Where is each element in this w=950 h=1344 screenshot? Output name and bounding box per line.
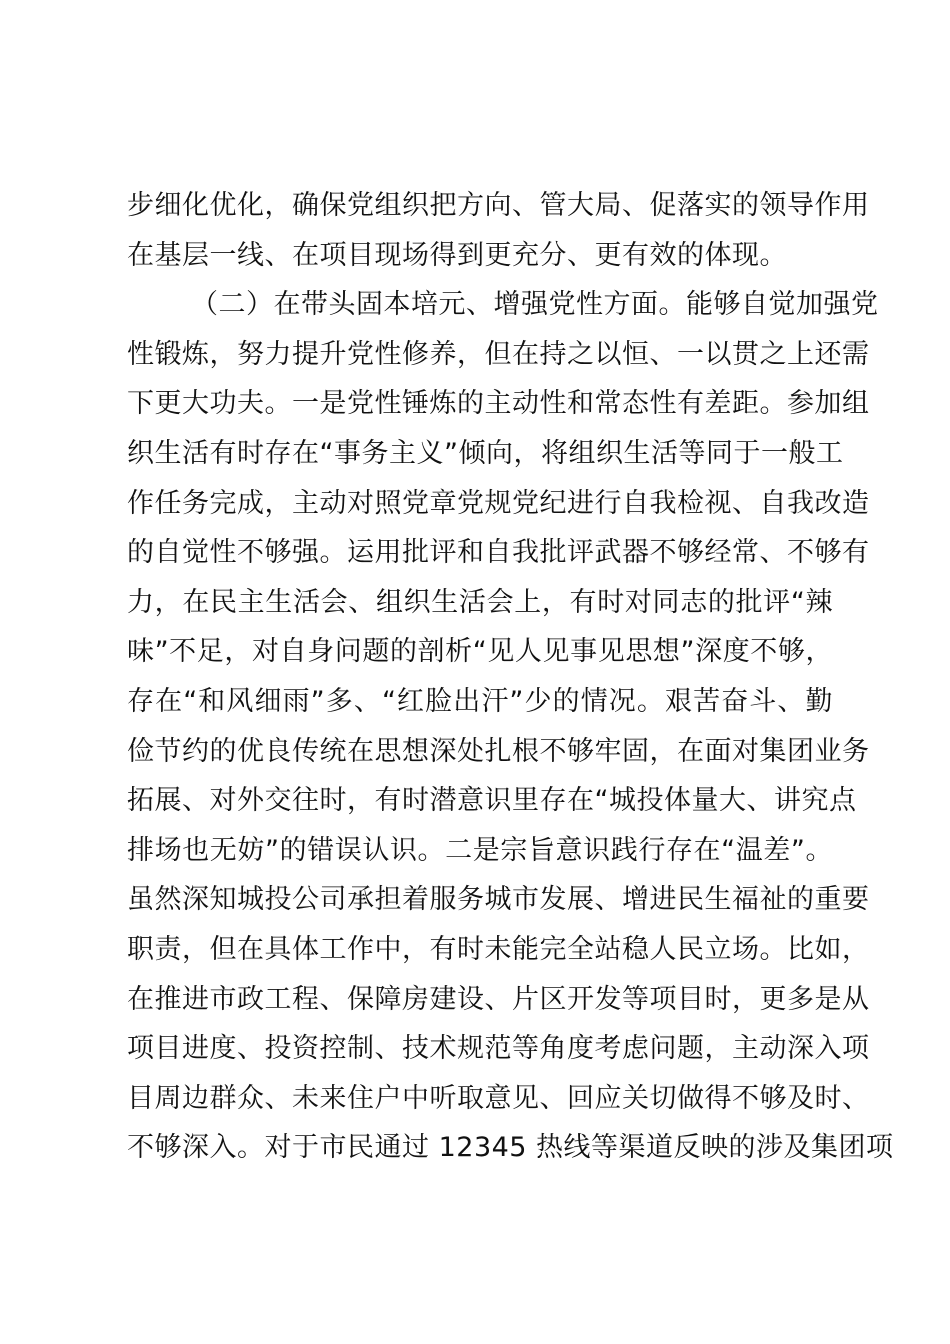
paragraph-continuation [127,186,870,285]
text-line: 作任务完成，主动对照党章党规党纪进行自我检视、自我改造 [127,487,870,519]
text-line: 在基层一线、在项目现场得到更充分、更有效的体现。 [127,239,787,271]
body-text [127,186,894,1178]
text-line: 拓展、对外交往时，有时潜意识里存在“城投体量大、讲究点 [127,785,857,817]
text-line: 职责，但在具体工作中，有时未能完全站稳人民立场。比如， [127,933,870,965]
text-line: 排场也无妨”的错误认识。二是宗旨意识践行存在“温差”。 [127,834,833,866]
text-line: 味”不足，对自身问题的剖析“见人见事见思想”深度不够， [127,636,833,668]
text-line: 目周边群众、未来住户中听取意见、回应关切做得不够及时、 [127,1082,870,1114]
text-line: 性锻炼，努力提升党性修养，但在持之以恒、一以贯之上还需 [127,338,870,370]
text-line: 存在“和风细雨”多、“红脸出汗”少的情况。艰苦奋斗、勤 [127,685,833,717]
text-line: 下更大功夫。一是党性锤炼的主动性和常态性有差距。参加组 [127,388,870,420]
text-line: 织生活有时存在“事务主义”倾向，将组织生活等同于一般工 [127,437,844,469]
text-line: 不够深入。对于市民通过 12345 热线等渠道反映的涉及集团项 [127,1132,894,1164]
text-line: 步细化优化，确保党组织把方向、管大局、促落实的领导作用 [127,190,870,221]
text-line: 在推进市政工程、保障房建设、片区开发等项目时，更多是从 [127,983,870,1015]
text-line: 的自觉性不够强。运用批评和自我批评武器不够经常、不够有 [127,537,870,569]
text-line: 虽然深知城投公司承担着服务城市发展、增进民生福祉的重要 [127,884,870,916]
paragraph-section-2 [127,285,894,1178]
text-line: 项目进度、投资控制、技术规范等角度考虑问题，主动深入项 [127,1033,870,1065]
section-heading-line: （二）在带头固本培元、增强党性方面。能够自觉加强党 [191,289,879,321]
text-line: 力，在民主生活会、组织生活会上，有时对同志的批评“辣 [127,586,833,618]
text-line: 俭节约的优良传统在思想深处扎根不够牢固，在面对集团业务 [127,735,870,767]
